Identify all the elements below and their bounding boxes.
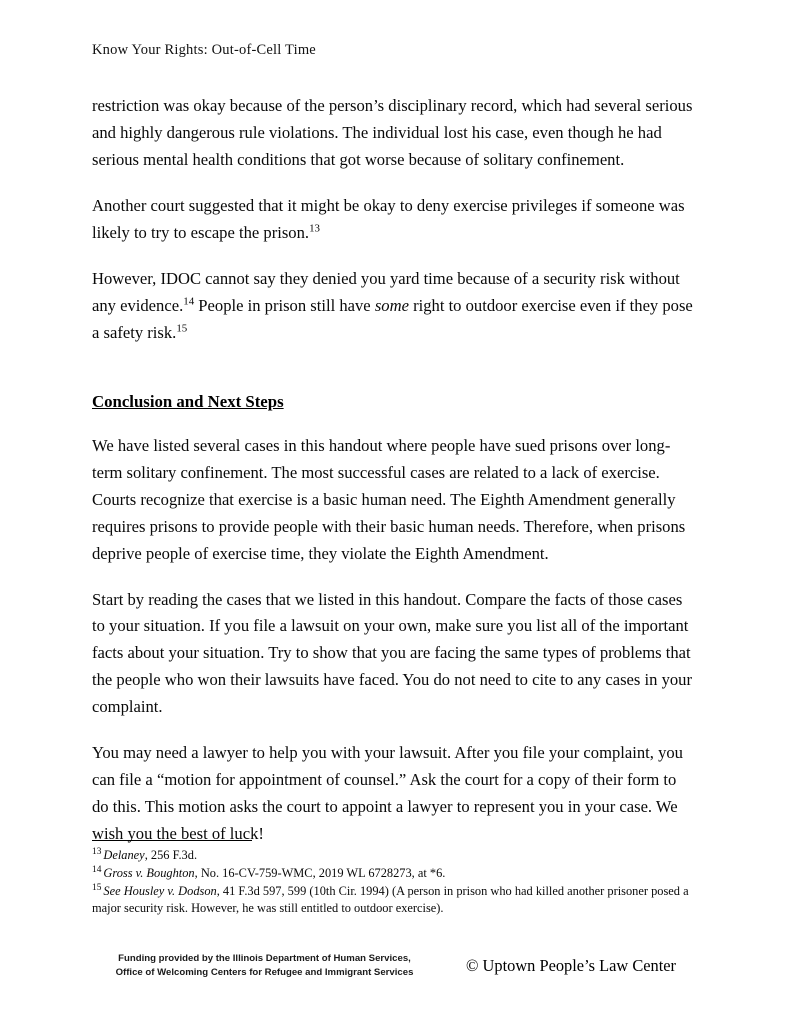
- paragraph-however-idoc: [92, 266, 697, 347]
- footnote-citation-text: , 41 F.3d 597, 599 (10th Cir. 1994) (A person in prison who had killed another prisoner posed a major security risk. However, he was still entitled to outdoor exercise).: [92, 884, 689, 916]
- paragraph-another-court-text: Another court suggested that it might be okay to deny exercise privileges if someone was likely to try to escape the prison.: [92, 196, 685, 242]
- funding-credit-line-2: Office of Welcoming Centers for Refugee and Immigrant Services: [115, 967, 414, 979]
- footnote-case-name: See Housley v. Dodson: [103, 884, 217, 899]
- emphasis-some: some: [374, 295, 409, 315]
- section-heading-wrap: [92, 365, 697, 433]
- footnotes-section: [92, 840, 702, 918]
- footnote-ref-13[interactable]: 13: [309, 222, 320, 235]
- footnote-number: 14: [92, 864, 102, 875]
- paragraph-another-court: [92, 193, 697, 247]
- footnote-ref-15[interactable]: 15: [176, 321, 188, 334]
- paragraph-however-idoc-part-2: People in prison still have: [194, 295, 375, 315]
- paragraph-however-idoc-part-1: However, IDOC cannot say they denied you yard time because of a security risk without any evidence.: [92, 268, 680, 315]
- footnote-item: [92, 847, 702, 864]
- footnote-case-name: Delaney: [103, 848, 145, 862]
- page-content: [92, 42, 697, 847]
- funding-credit: [92, 952, 437, 980]
- footnote-separator-rule: [92, 840, 252, 841]
- running-head: Know Your Rights: Out-of-Cell Time: [92, 42, 316, 58]
- paragraph-we-have-listed: We have listed several cases in this handout where people have sued prisons over long-term solitary confinement. The most successful cases are related to a lack of exercise. Courts recognize that exercise is a basic human need. The Eighth Amendment generally requires prisons to provide people with their basic human needs. Therefore, when prisons deprive people of exercise time, they violate the Eighth Amendment.: [92, 436, 686, 563]
- footnote-citation-text: , No. 16-CV-759-WMC, 2019 WL 6728273, at *6.: [194, 866, 446, 881]
- footnote-number: 15: [92, 883, 102, 894]
- footnote-ref-14[interactable]: 14: [183, 295, 195, 308]
- section-heading-conclusion-and-next-steps: Conclusion and Next Steps: [92, 392, 284, 412]
- paragraph-start-by-reading: Start by reading the cases that we listed in this handout. Compare the facts of those cases to your situation. If you file a lawsuit on your own, make sure you list all of the important facts about your situation. Try to show that you are facing the same types of problems that the people who won their lawsuits have faced. You do not need to cite to any cases in your complaint.: [92, 589, 692, 717]
- footnote-number: 13: [92, 846, 102, 857]
- footnote-item: [92, 883, 702, 917]
- funding-credit-line-1: Funding provided by the Illinois Department of Human Services,: [118, 953, 411, 964]
- footnote-case-name: Gross v. Boughton: [103, 866, 195, 881]
- paragraph-restriction-was-okay: restriction was okay because of the person’s disciplinary record, which had several serious and highly dangerous rule violations. The individual lost his case, even though he had serious mental health conditions that got worse because of solitary confinement.: [92, 96, 693, 170]
- page-footer: [0, 952, 791, 1002]
- copyright-notice: © Uptown People’s Law Center: [466, 956, 677, 975]
- paragraph-however-idoc-part-3: right to outdoor exercise even if they pose a safety risk.: [92, 295, 693, 342]
- footnote-citation-text: , 256 F.3d.: [144, 848, 198, 862]
- paragraph-you-may-need-a-lawyer: You may need a lawyer to help you with your lawsuit. After you file your complaint, you can file a “motion for appointment of counsel.” Ask the court for a copy of their form to do this. This motion asks the court to appoint a lawyer to represent you in your case. We wish you the best of luck!: [92, 742, 683, 843]
- footnote-item: [92, 865, 702, 882]
